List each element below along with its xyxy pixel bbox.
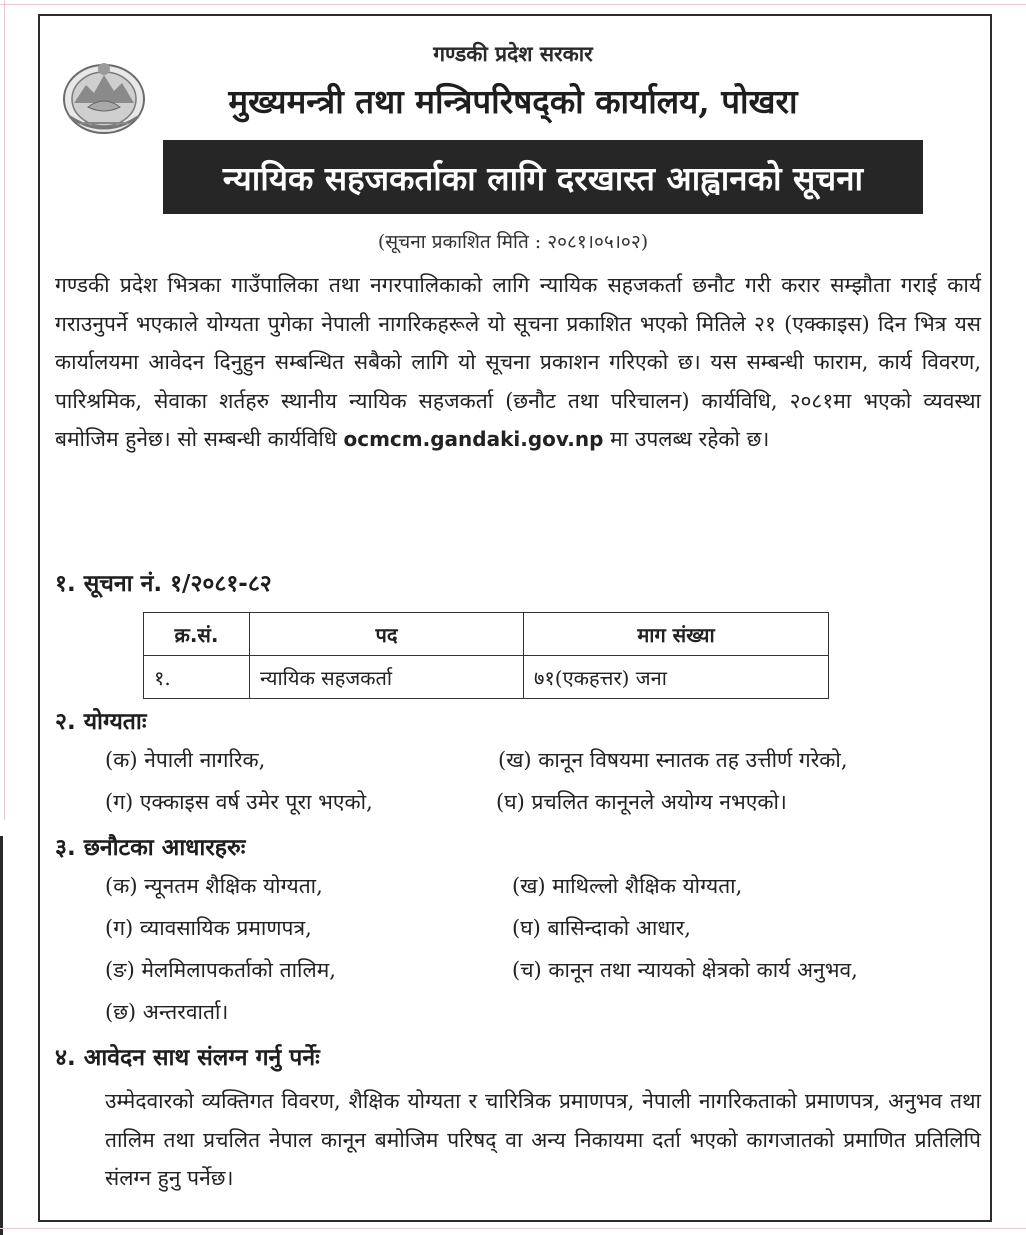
page-edge-top [0, 4, 1026, 5]
page-edge-left [4, 0, 5, 820]
qualification-item: (ग) एक्काइस वर्ष उमेर पूरा भएको, [105, 790, 373, 814]
selection-criteria-item: (क) न्यूनतम शैक्षिक योग्यता, [105, 874, 323, 898]
notice-title-banner [163, 140, 923, 214]
government-name: गण्डकी प्रदेश सरकार [433, 42, 593, 66]
table-header-post: पद [250, 613, 524, 656]
selection-criteria-item: (ख) माथिल्लो शैक्षिक योग्यता, [512, 874, 743, 898]
table-header-serial: क्र.सं. [144, 613, 250, 656]
posts-table [143, 612, 829, 699]
table-cell-serial: १. [144, 656, 250, 699]
qualification-item: (क) नेपाली नागरिक, [105, 748, 266, 772]
intro-text: गण्डकी प्रदेश भित्रका गाउँपालिका तथा नगरपालिकाको लागि न्यायिक सहजकर्ता छनौट गरी करार सम्झौता गराई कार्य गराउनुपर्ने भएकाले योग्यता पुगेका नेपाली नागरिकहरूले यो सूचना प्रकाशित भएको मितिले २१ (एक्काइस) दिन भित्र यस कार्यालयमा आवेदन दिनुहुन सम्बन्धित सबैको लागि यो सूचना प्रकाशन गरिएको छ। यस सम्बन्धी फाराम, कार्य विवरण, पारिश्रमिक, सेवाका शर्तहरु स्थानीय न्यायिक सहजकर्ता (छनौट तथा परिचालन) कार्यविधि, २०८१मा भएको व्यवस्था बमोजिम हुनेछ। सो सम्बन्धी कार्यविधि [55, 273, 981, 451]
table-row [144, 656, 829, 699]
section-2-heading: २. योग्यताः [55, 709, 147, 735]
table-header-row [144, 613, 829, 656]
table-cell-post: न्यायिक सहजकर्ता [250, 656, 524, 699]
table-header-demand: माग संख्या [524, 613, 829, 656]
page-edge-bar [0, 836, 3, 1235]
selection-criteria-item: (छ) अन्तरवार्ता। [105, 1000, 229, 1024]
qualification-item: (घ) प्रचलित कानूनले अयोग्य नभएको। [496, 790, 787, 814]
selection-criteria-item: (च) कानून तथा न्यायको क्षेत्रको कार्य अनुभव, [512, 958, 858, 982]
attachment-requirements: उम्मेदवारको व्यक्तिगत विवरण, शैक्षिक योग्यता र चारित्रिक प्रमाणपत्र, नेपाली नागरिकताको प्रमाणपत्र, अनुभव तथा तालिम तथा प्रचलित नेपाल कानून बमोजिम परिषद् वा अन्य निकायमा दर्ता भएको कागजातको प्रमाणित प्रतिलिपि संलग्न हुनु पर्नेछ। [105, 1089, 981, 1190]
table-cell-demand: ७१(एकहत्तर) जना [524, 656, 829, 699]
office-name: मुख्यमन्त्री तथा मन्त्रिपरिषद्को कार्यालय, पोखरा [228, 82, 798, 121]
intro-paragraph [55, 266, 981, 459]
publish-date: (सूचना प्रकाशित मिति : २०८१।०५।०२) [377, 231, 649, 253]
website-link[interactable]: ocmcm.gandaki.gov.np [343, 427, 604, 451]
qualification-item: (ख) कानून विषयमा स्नातक तह उत्तीर्ण गरेको, [498, 748, 848, 772]
page-edge-bottom [0, 1228, 1026, 1229]
notice-title: न्यायिक सहजकर्ताका लागि दरखास्त आह्वानको सूचना [222, 158, 864, 198]
selection-criteria-item: (घ) बासिन्दाको आधार, [512, 916, 691, 940]
selection-criteria-item: (ग) व्यावसायिक प्रमाणपत्र, [105, 916, 312, 940]
section-4-heading: ४. आवेदन साथ संलग्न गर्नु पर्नेः [55, 1045, 320, 1071]
selection-criteria-item: (ङ) मेलमिलापकर्ताको तालिम, [105, 958, 336, 982]
section-1-heading: १. सूचना नं. १/२०८१-८२ [55, 571, 272, 597]
section-3-heading: ३. छनौटका आधारहरुः [55, 835, 246, 861]
intro-text-end: मा उपलब्ध रहेको छ। [610, 427, 770, 451]
